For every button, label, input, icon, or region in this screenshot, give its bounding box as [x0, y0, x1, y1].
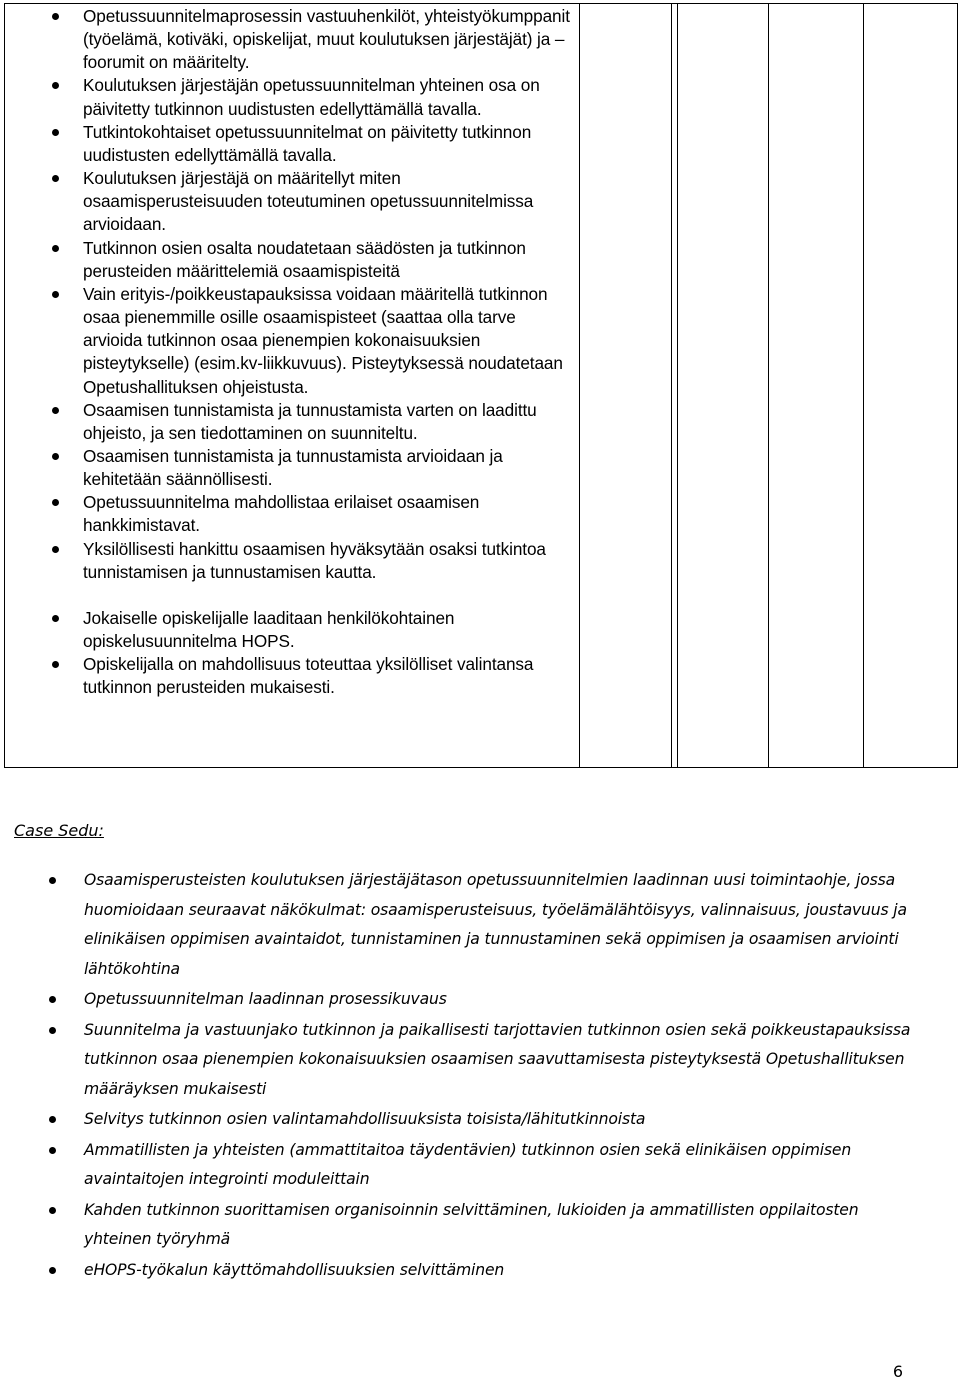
page-number: 6: [892, 1362, 903, 1381]
bullet-icon: [52, 291, 59, 298]
table-column-divider: [677, 4, 678, 767]
criteria-item: Osaamisen tunnistamista ja tunnustamista arvioidaan ja kehitetään säännöllisesti.: [5, 445, 579, 491]
bullet-icon: [49, 1116, 56, 1123]
bullet-icon: [49, 877, 56, 884]
bullet-icon: [52, 546, 59, 553]
bullet-icon: [52, 407, 59, 414]
bullet-icon: [52, 661, 59, 668]
case-item: Ammatillisten ja yhteisten (ammattitaitoa täydentävien) tutkinnon osien sekä elinikäisen oppimisen avaintaitojen integrointi moduleittain: [0, 1136, 930, 1195]
bullet-icon: [52, 13, 59, 20]
case-item: Suunnitelma ja vastuunjako tutkinnon ja paikallisesti tarjottavien tutkinnon osien sekä poikkeustapauksissa tutkinnon osaa pienempien kokonaisuuksien osaamisen saavuttamisesta pisteytyksestä Opetushallituksen määräyksen mukaisesti: [0, 1016, 930, 1105]
criteria-item-note: Pisteytyksessä noudatetaan Opetushallituksen ohjeistusta.: [83, 353, 563, 397]
bullet-icon: [52, 129, 59, 136]
criteria-table: [4, 3, 958, 768]
bullet-icon: [49, 1027, 56, 1034]
criteria-item: Tutkintokohtaiset opetussuunnitelmat on päivitetty tutkinnon uudistusten edellyttämällä tavalla.: [5, 121, 579, 167]
criteria-item: Opetussuunnitelma mahdollistaa erilaiset osaamisen hankkimistavat.: [5, 491, 579, 537]
case-heading: Case Sedu:: [14, 821, 104, 840]
case-item: Selvitys tutkinnon osien valintamahdollisuuksista toisista/lähitutkinnoista: [0, 1105, 930, 1135]
criteria-item: Jokaiselle opiskelijalle laaditaan henkilökohtainen opiskelusuunnitelma HOPS.: [5, 607, 579, 653]
criteria-list: [5, 5, 579, 700]
bullet-icon: [52, 245, 59, 252]
bullet-icon: [52, 615, 59, 622]
case-list: [0, 866, 930, 1287]
case-item: Kahden tutkinnon suorittamisen organisoinnin selvittäminen, lukioiden ja ammatillisten oppilaitosten yhteinen työryhmä: [0, 1196, 930, 1255]
table-column-divider: [671, 4, 672, 767]
criteria-item: Koulutuksen järjestäjä on määritellyt miten osaamisperusteisuuden toteutuminen opetussuunnitelmissa arvioidaan.: [5, 167, 579, 236]
table-column-divider: [768, 4, 769, 767]
criteria-item: Opetussuunnitelmaprosessin vastuuhenkilöt, yhteistyökumppanit (työelämä, kotiväki, opiskelijat, muut koulutuksen järjestäjät) ja – foorumit on määritelty.: [5, 5, 579, 74]
criteria-item: Tutkinnon osien osalta noudatetaan säädösten ja tutkinnon perusteiden määrittelemiä osaamispisteitä: [5, 237, 579, 283]
case-item: Osaamisperusteisten koulutuksen järjestäjätason opetussuunnitelmien laadinnan uusi toimintaohje, jossa huomioidaan seuraavat näkökulmat: osaamisperusteisuus, työelämälähtöisyys, valinnaisuus, joustavuus ja elinikäisen oppimisen avaintaidot, tunnistaminen ja tunnustaminen sekä oppimisen ja osaamisen arviointi lähtökohtina: [0, 866, 930, 984]
bullet-icon: [52, 175, 59, 182]
table-column-divider: [863, 4, 864, 767]
criteria-item: Opiskelijalla on mahdollisuus toteuttaa yksilölliset valintansa tutkinnon perusteiden mukaisesti.: [5, 653, 579, 699]
criteria-item: Vain erityis-/poikkeustapauksissa voidaan määritellä tutkinnon osaa pienemmille osille osaamispisteet (saattaa olla tarve arvioida tutkinnon osaa pienempien kokonaisuuksien pisteytykselle) (esim.kv-liikkuvuus). Pisteytyksessä noudatetaan Opetushallituksen ohjeistusta.: [5, 283, 579, 399]
criteria-item: Yksilöllisesti hankittu osaamisen hyväksytään osaksi tutkintoa tunnistamisen ja tunnustamisen kautta.: [5, 538, 579, 584]
case-item: eHOPS-työkalun käyttömahdollisuuksien selvittäminen: [0, 1256, 930, 1286]
criteria-item: Koulutuksen järjestäjän opetussuunnitelman yhteinen osa on päivitetty tutkinnon uudistusten edellyttämällä tavalla.: [5, 74, 579, 120]
bullet-icon: [49, 1207, 56, 1214]
bullet-icon: [52, 453, 59, 460]
table-column-divider: [579, 4, 580, 767]
bullet-icon: [49, 996, 56, 1003]
bullet-icon: [49, 1267, 56, 1274]
case-item: Opetussuunnitelman laadinnan prosessikuvaus: [0, 985, 930, 1015]
bullet-icon: [52, 499, 59, 506]
criteria-item: Osaamisen tunnistamista ja tunnustamista varten on laadittu ohjeisto, ja sen tiedottaminen on suunniteltu.: [5, 399, 579, 445]
bullet-icon: [49, 1147, 56, 1154]
bullet-icon: [52, 82, 59, 89]
